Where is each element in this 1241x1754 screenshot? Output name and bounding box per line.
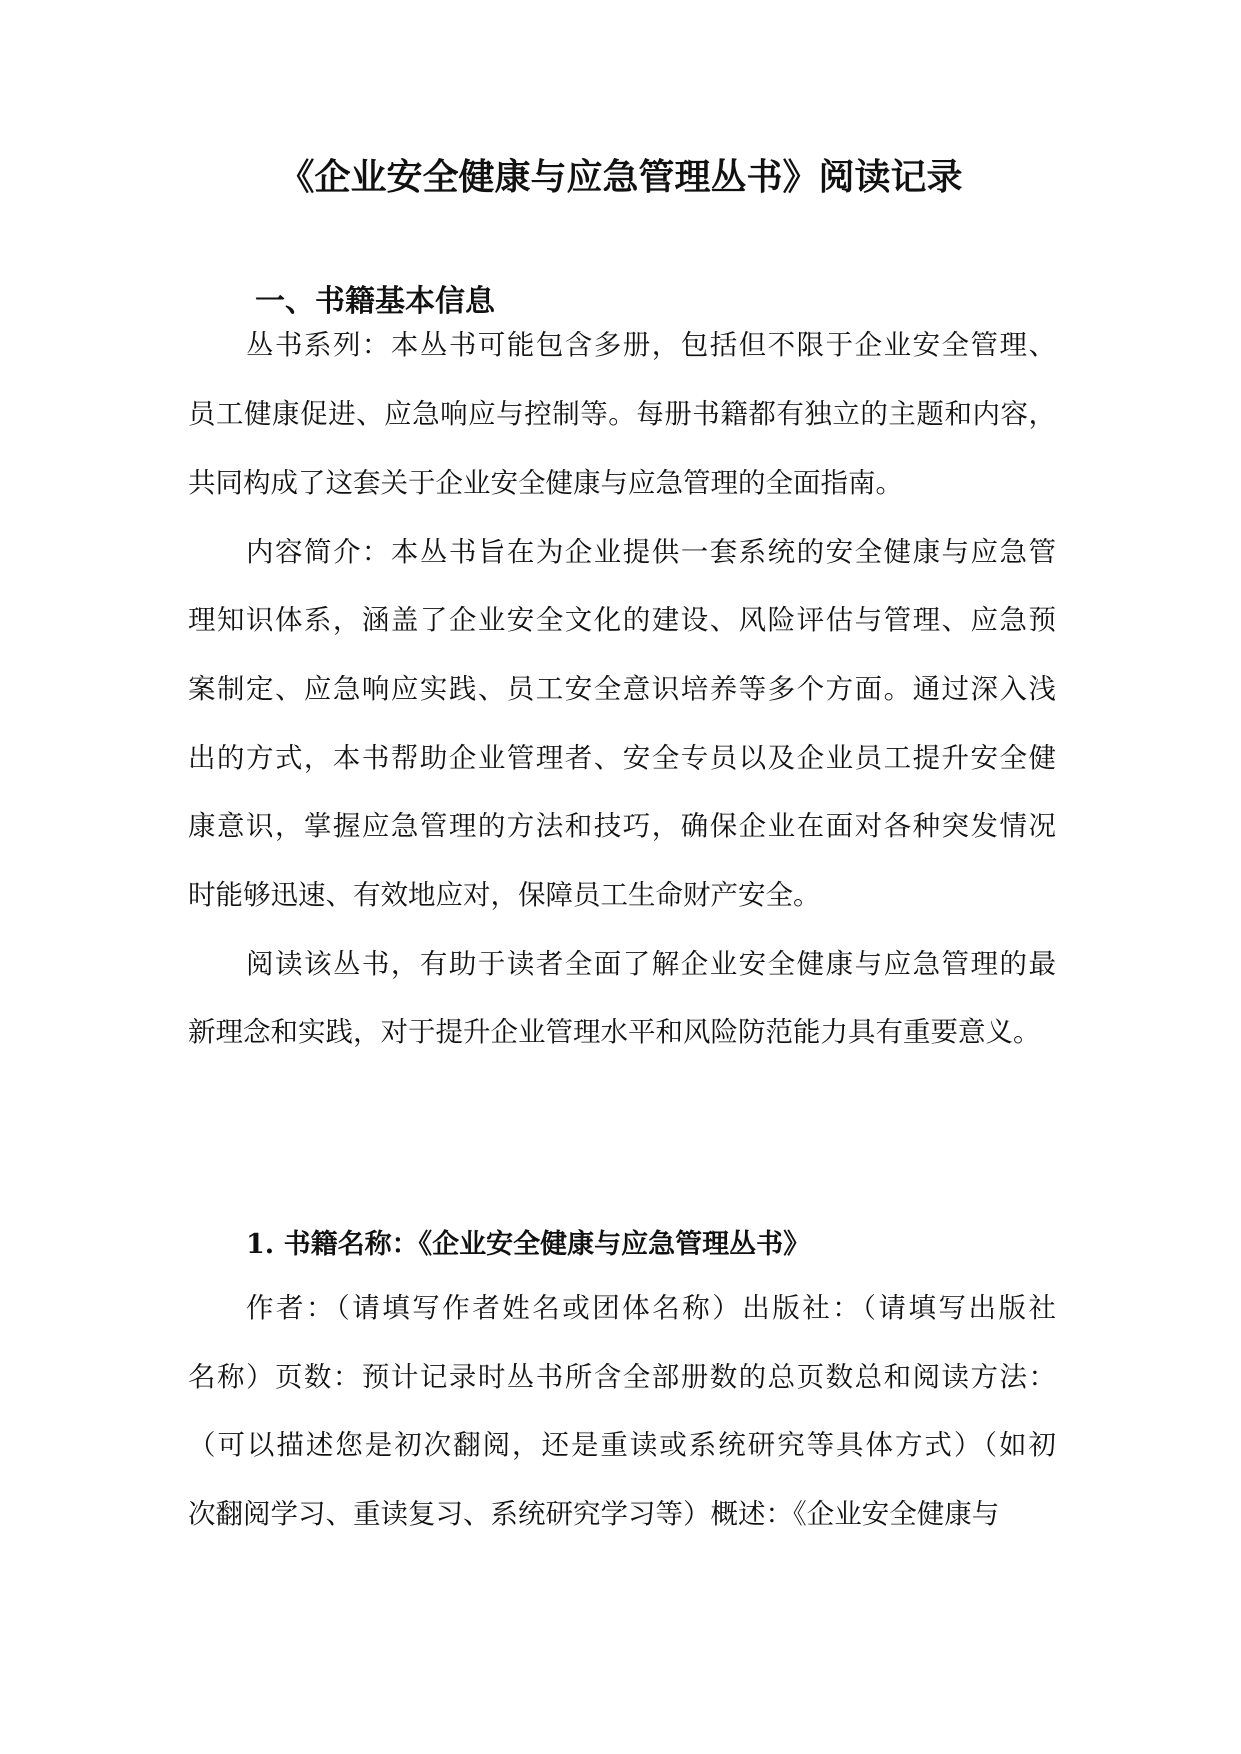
- paragraph-summary-line: 案制定、应急响应实践、员工安全意识培养等多个方面。通过深入浅: [188, 673, 1056, 705]
- paragraph-series-line: 员工健康促进、应急响应与控制等。每册书籍都有独立的主题和内容，: [188, 398, 1056, 430]
- subheading-book-name: 1. 书籍名称：《企业安全健康与应急管理丛书》: [246, 1229, 811, 1260]
- paragraph-details-line: 次翻阅学习、重读复习、系统研究学习等）概述：《企业安全健康与: [188, 1498, 1000, 1530]
- paragraph-summary-line: 康意识，掌握应急管理的方法和技巧，确保企业在面对各种突发情况: [188, 810, 1056, 842]
- paragraph-summary-line: 理知识体系，涵盖了企业安全文化的建设、风险评估与管理、应急预: [188, 604, 1056, 636]
- paragraph-details-line: 作者：（请填写作者姓名或团体名称）出版社：（请填写出版社: [246, 1292, 1056, 1324]
- paragraph-details-line: （可以描述您是初次翻阅，还是重读或系统研究等具体方式）（如初: [188, 1429, 1056, 1461]
- paragraph-series-line: 丛书系列：本丛书可能包含多册，包括但不限于企业安全管理、: [246, 329, 1056, 361]
- paragraph-series-line: 共同构成了这套关于企业安全健康与应急管理的全面指南。: [188, 467, 903, 499]
- paragraph-details-line: 名称）页数：预计记录时丛书所含全部册数的总页数总和阅读方法：: [188, 1361, 1056, 1393]
- paragraph-summary-line: 出的方式，本书帮助企业管理者、安全专员以及企业员工提升安全健: [188, 742, 1056, 774]
- paragraph-summary-line: 内容简介：本丛书旨在为企业提供一套系统的安全健康与应急管: [246, 536, 1056, 568]
- section-heading-basic-info: 一、书籍基本信息: [255, 284, 495, 319]
- paragraph-summary-line: 时能够迅速、有效地应对，保障员工生命财产安全。: [188, 879, 821, 911]
- paragraph-value-line: 新理念和实践，对于提升企业管理水平和风险防范能力具有重要意义。: [188, 1016, 1041, 1048]
- document-title: 《企业安全健康与应急管理丛书》阅读记录: [278, 156, 963, 198]
- paragraph-value-line: 阅读该丛书，有助于读者全面了解企业安全健康与应急管理的最: [246, 948, 1056, 980]
